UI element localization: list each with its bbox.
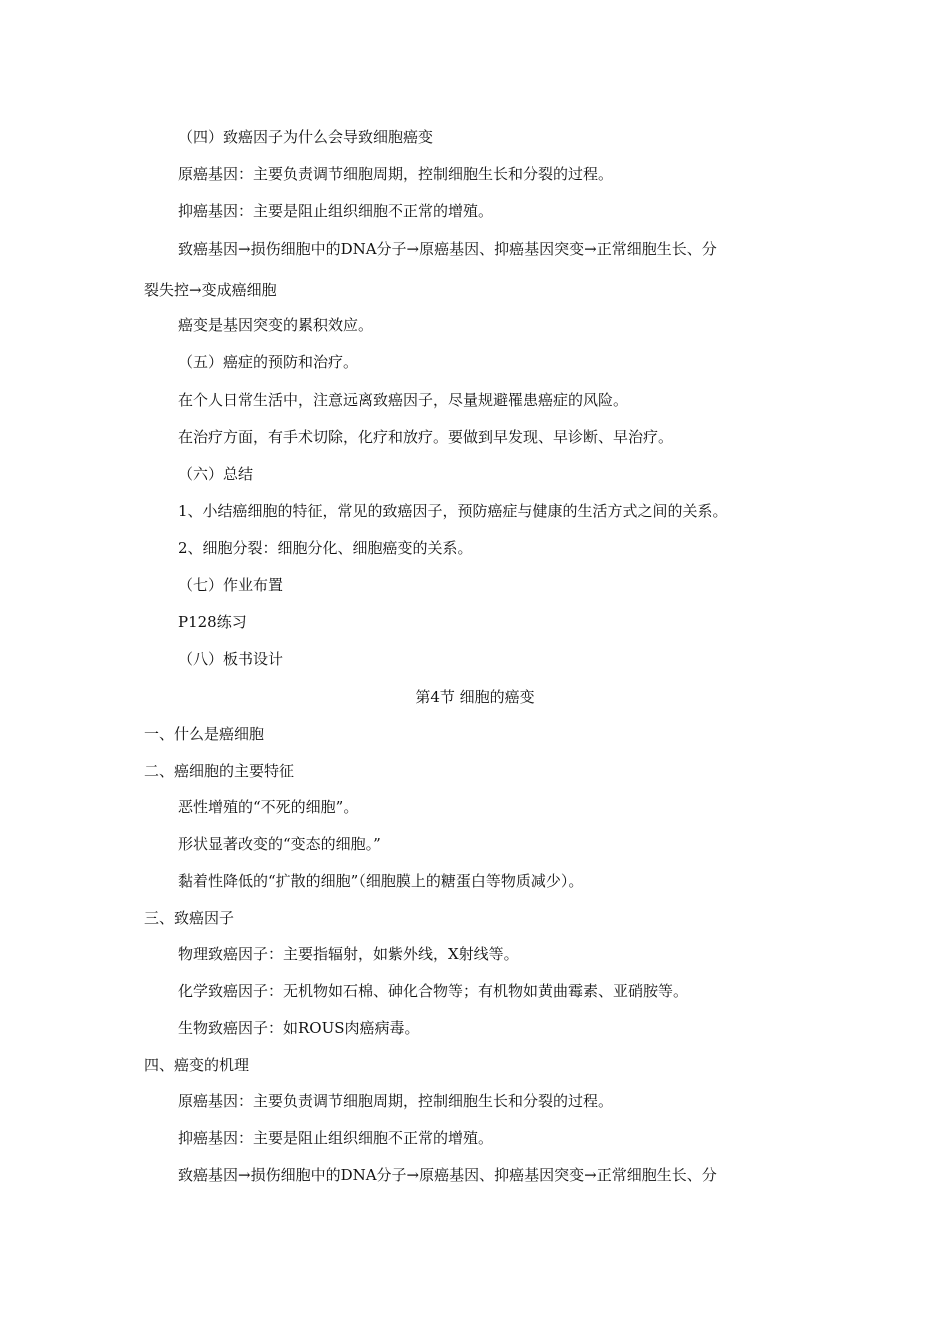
paragraph: 癌变是基因突变的累积效应。	[178, 316, 374, 334]
summary-item: 1、小结癌细胞的特征，常见的致癌因子，预防癌症与健康的生活方式之间的关系。	[178, 502, 728, 520]
board-item: 恶性增殖的“不死的细胞”。	[178, 798, 359, 816]
paragraph: 抑癌基因：主要是阻止组织细胞不正常的增殖。	[178, 202, 494, 220]
board-item: 致癌基因→损伤细胞中的DNA分子→原癌基因、抑癌基因突变→正常细胞生长、分	[178, 1166, 717, 1184]
section-heading-6: （六）总结	[178, 465, 254, 483]
board-title: 第4节 细胞的癌变	[415, 688, 535, 706]
board-item: 化学致癌因子：无机物如石棉、砷化合物等；有机物如黄曲霉素、亚硝胺等。	[178, 982, 689, 1000]
board-item: 原癌基因：主要负责调节细胞周期，控制细胞生长和分裂的过程。	[178, 1092, 614, 1110]
board-item: 形状显著改变的“变态的细胞。”	[178, 835, 381, 853]
board-heading: 四、癌变的机理	[144, 1056, 250, 1074]
board-heading: 三、致癌因子	[144, 909, 235, 927]
board-item: 黏着性降低的“扩散的细胞”（细胞膜上的糖蛋白等物质减少）。	[178, 872, 584, 890]
section-heading-8: （八）板书设计	[178, 650, 284, 668]
paragraph: 原癌基因：主要负责调节细胞周期，控制细胞生长和分裂的过程。	[178, 165, 614, 183]
paragraph: 在治疗方面，有手术切除，化疗和放疗。要做到早发现、早诊断、早治疗。	[178, 428, 674, 446]
paragraph: 在个人日常生活中，注意远离致癌因子，尽量规避罹患癌症的风险。	[178, 391, 629, 409]
section-heading-5: （五）癌症的预防和治疗。	[178, 353, 359, 371]
board-item: 物理致癌因子：主要指辐射，如紫外线，X射线等。	[178, 945, 519, 963]
board-heading: 二、癌细胞的主要特征	[144, 762, 295, 780]
homework-item: P128练习	[178, 613, 247, 631]
section-heading-4: （四）致癌因子为什么会导致细胞癌变	[178, 128, 434, 146]
section-heading-7: （七）作业布置	[178, 576, 284, 594]
paragraph: 致癌基因→损伤细胞中的DNA分子→原癌基因、抑癌基因突变→正常细胞生长、分	[178, 240, 717, 258]
paragraph-continuation: 裂失控→变成癌细胞	[144, 281, 277, 299]
board-item: 抑癌基因：主要是阻止组织细胞不正常的增殖。	[178, 1129, 494, 1147]
board-heading: 一、什么是癌细胞	[144, 725, 265, 743]
summary-item: 2、细胞分裂：细胞分化、细胞癌变的关系。	[178, 539, 473, 557]
board-item: 生物致癌因子：如ROUS肉癌病毒。	[178, 1019, 420, 1037]
